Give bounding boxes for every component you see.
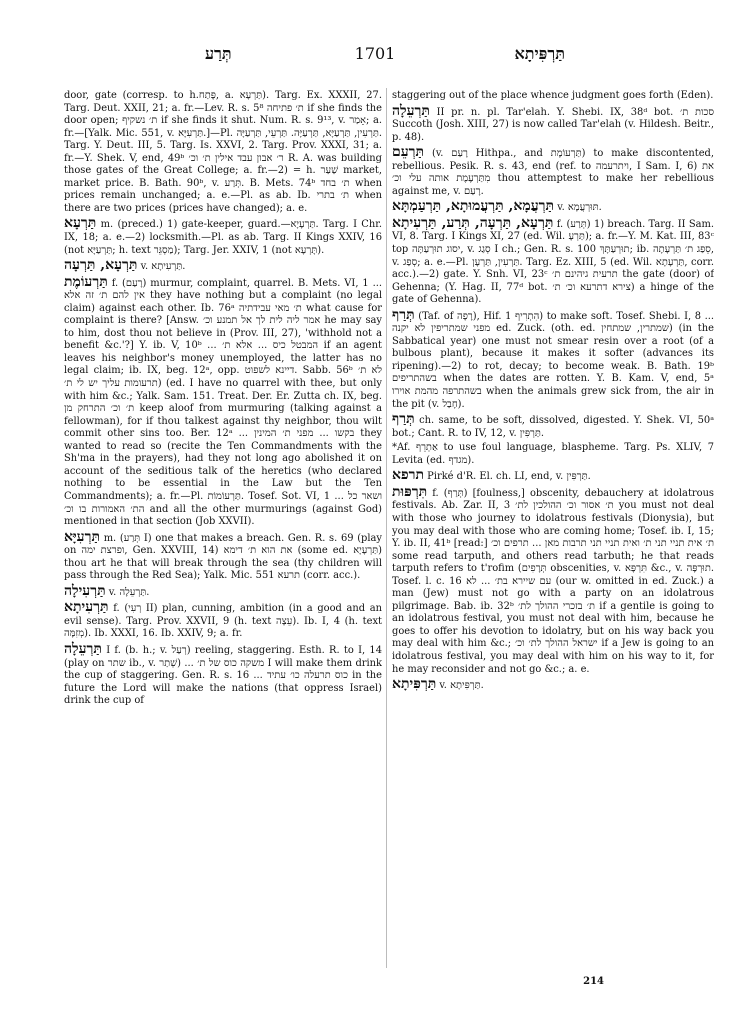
entry-body: m. (תְּרַע I) one that makes a breach. Gen. R. s. 69 (play on ופרצת ימה, Gen. XXVIII, 14) את הוא ת׳ דימא (some ed. תַּרְעָיָא) thou art he that will break through the sea (thy children will pass through the Red Sea); Yalk. Mic. 551 תרעא (corr. acc.).: [64, 532, 382, 582]
dictionary-entry: [392, 200, 714, 215]
dictionary-entry: [392, 678, 714, 693]
entry-headword: תרפא: [392, 467, 425, 484]
dictionary-entry: [392, 90, 714, 103]
entry-body: ch. same, to be soft, dissolved, digested. Y. Shek. VI, 50ᵃ bot.; Cant. R. to IV, 12, v. תַּרְפִּין.: [392, 415, 714, 439]
entry-body: f. (רְעִי II) plan, cunning, ambition (in a good and an evil sense). Targ. Prov. XXVII, 9 (h. text עֵצָה). Ib. I, 4 (h. text מְזִמָּה). Ib. XXXI, 16. Ib. XXIV, 9; a. fr.: [64, 603, 382, 640]
entry-body: *Af. אַתְרֵף to use foul language, blaspheme. Targ. Ps. XLIV, 7 Levita (ed. מגדף).: [392, 442, 714, 466]
entry-headword: תַּרְעִיתָא: [64, 599, 109, 616]
dictionary-entry: [64, 259, 382, 274]
entry-headword: תַּרְעֵלָה: [64, 640, 102, 657]
entry-headword: תְּרַף: [392, 411, 415, 428]
entry-headword: תִּרְפּוּת: [392, 483, 428, 500]
entry-headword: תַּרְעָא, תַּרְעָה: [64, 257, 138, 274]
dictionary-entry: [392, 469, 714, 484]
entry-body: f. (תְּרַף) [foulness,] obscenity, debauchery at idolatrous festivals. Ab. Zar. II, 3 ת׳ אסור וכ׳ ההולכין לת׳ you must not deal with those who journey to idolatrous festivals (Dionysia), but you may deal with those who are coming home; Tosef. ib. I, 15; Y. ib. II, 41ᵇ [read:] ת׳ אית תניי תני ת׳ ואית תניי תני תרבות מאן ... תרפים וכ׳ some read tarputh, and others read tarbuth; he that reads tarputh refers to t'rofim (תְּרָפִים obscenities, v. תִּרְפָּא &c., v. תוּרְפָּה. Tosef. l. c. 16 עם שיירא בת׳ ... לא (our w. omitted in ed. Zuck.) a man (Jew) must not go with a party on an idolatrous pilgrimage. Bab. ib. 32ᵇ ת׳ בזכרי ההולך לת׳ if a gentile is going to an idolatrous festival, you must not deal with him, because he goes to offer his devotion to idolatry, but on his way back you may deal with him &c.; ישראל ההולך לת׳ וכ׳ if a Jew is going to an idolatrous festival, you may deal with him on his way to it, for he may reconsider and not go &c.; a. e.: [392, 487, 714, 675]
entry-headword: תַּרְעֲמָא, תַּרְעֲמוּתָא, תַּרְעַמְתָּא: [392, 198, 555, 215]
dictionary-entry: [392, 442, 714, 467]
dictionary-entry: [392, 102, 714, 145]
entry-body: I f. (b. h.; v. רְעַל) reeling, staggering. Esth. R. to I, 14 (play on שתר ib., v. שְׁתַר) ... משקה כוס של ת׳ I will make them drink the cup of staggering. Gen. R. s. 16 ... כוס תרעלה כו׳ עתיד in the future the Lord will make the nations (that oppress Israel) drink the cup of: [64, 644, 382, 707]
entry-headword: תְּרַף: [392, 306, 415, 323]
right-column: [392, 90, 714, 970]
entry-body: door, gate (corresp. to h.פֶּתַח, a. תַּרְעָא). Targ. Ex. XXXII, 27. Targ. Deut. XXII, 21; a. fr.—Lev. R. s. 5⁸ ת׳ פתיחה if she finds the door open; ת׳ נשקיף if she finds it shut. Num. R. s. 9¹³, v. אָמַר; a. fr.—[Yalk. Mic. 551, v. תַּרְעִיָּא.]—Pl. תַּרְעִין, תַּרְעַיָּא, תַּרְעַיָּה. תַּרְעֵי, תַּרְעַיָּה. Targ. Y. Deut. III, 5. Targ. Is. XXVI, 2. Targ. Prov. XXXI, 31; a. fr.—Y. Shek. V, end, 49ᵇ ר׳ אבון עבד אילין ת׳ וכ׳ R. A. was building those gates of the Great College; a. fr.—2) = h. שַׁעַר market, market price. B. Bath. 90ᵇ, v. תְּרַע. B. Mets. 74ᵇ ת׳ בחד when prices remain unchanged; a. e.—Pl. as ab. Ib. ת׳ בתרי when there are two prices (prices have changed); a. e.: [64, 90, 382, 214]
dictionary-entry: [64, 217, 382, 257]
dictionary-entry: [392, 214, 714, 307]
entry-headword: תַּרְעִילָה: [64, 582, 106, 599]
entry-body: v. תַּרְעֵלָה.: [108, 586, 150, 598]
dictionary-entry: [64, 601, 382, 641]
dictionary-entry: [392, 306, 714, 411]
dictionary-entry: [64, 640, 382, 708]
entry-headword: תַּרְעוֹמֶת: [64, 273, 108, 290]
running-header: [0, 44, 750, 64]
entry-body: v. תַּרְפִּיתָא.: [439, 680, 484, 692]
dictionary-entry: [392, 483, 714, 676]
entry-body: f. (תְּרַע) 1) breach. Targ. II Sam. VI, 8. Targ. I Kings XI, 27 (ed. Wil. תַּרְעָ); a. fr.—Y. M. Kat. III, 83ᶜ top יסוג תוּרְעַתָּה, v. סְגַג I ch.; Gen. R. s. 100 תוּרְעַתָּךְ; ib. סֵפַג ת׳ תַּרְעָתָה, v. סְפַג; a. e.—Pl. תַּרְעִין, תַּרְעָן. Targ. Ez. XIII, 5 (ed. Wil. תַּרְעָתָא, corr. acc.).—2) gate. Y. Snh. VI, 23ᶜ תרעית גיהינם ת׳ the gate (door) of Gehenna; (Y. Hag. II, 77ᵈ bot. צירא דתרעא וכ׳ ת׳) a hinge of the gate of Gehenna).: [392, 218, 714, 306]
entry-body: v. תּוּרְעֲמָא.: [557, 202, 602, 214]
header-left-word: תְּרַע: [205, 44, 232, 63]
entry-body: (Taf. of רָפָה), Hif. הִתְרִיף 1) to make soft. Tosef. Shebi. I, 8 ... מפני שמתריפין לא יקנה ed. Zuck. (oth. ed. שמתרין, שמתחין) (in the Sabbatical year) one must not smear resin over a root (of a bulbous plant), because it makes it softer (advances its ripening).—2) to rot, decay; to become weak. B. Bath. 19ᵇ בשהתריפים when the dates are rotten. Y. B. Kam. V, end, 5ᵃ בשהתרפה מהמת אוירו when the animals grew sick from, the air in the pit (v. חָבַל).: [392, 310, 714, 410]
entry-headword: תַּרְעִיָּא: [64, 528, 100, 545]
dictionary-entry: [64, 90, 382, 215]
dictionary-entry: [64, 528, 382, 583]
entry-headword: תַּרְעָא, תַּרְעָה, תְּרַע, תַּרְעִיתָא: [392, 214, 554, 231]
entry-headword: תַּרְעָא: [64, 215, 97, 232]
entry-body: staggering out of the place whence judgment goes forth (Eden).: [392, 90, 714, 101]
page-number: 1701: [354, 44, 396, 63]
dictionary-entry: [392, 413, 714, 440]
folio-number: 214: [583, 976, 604, 987]
column-divider: [386, 88, 387, 968]
entry-headword: תַּרְעֵם: [392, 144, 425, 161]
header-right-word: תַּרְפִּיתָא: [514, 44, 565, 63]
entry-body: m. (preced.) 1) gate-keeper, guard.—תַּרְעָיָא. Targ. I Chr. IX, 18; a. e.—2) locksmith.—Pl. as ab. Targ. II Kings XXIV, 16 (not תַּרְעַיָּא; h. text מַסְגֵּר); Targ. Jer. XXIV, 1 (not תָּרְעָא).: [64, 219, 382, 256]
dictionary-entry: [392, 146, 714, 198]
entry-body: (v. רָעַם Hithpa., and תַּרְעוֹמֶת) to make discontented, rebellious. Pesik. R. s. 43, end (ref. to ויתרעמה, I Sam. I, 6) את מִתַּרְעֶמֶת אותה עלי וכ׳ thou attemptest to make her rebellious against me, v. רָעַם.: [392, 148, 714, 197]
entry-body: f. (רָעַם) murmur, complaint, quarrel. B. Mets. VI, 1 ... אין להם ת׳ זה אלא they have nothing but a complaint (no legal claim) against each other. Ib. 76ᵃ ת׳ מאי עבידתיה what cause for complaint is there? [Answ. אמר ליה לית לך אל תמנע וכ׳ he may say to him, dost thou not believe in (Prov. III, 27), 'withhold not a benefit &c.'?] Y. ib. V, 10ᵇ ... המבטל כיס ... אלא ת׳ if an agent leaves his neighbor's money unemployed, the latter has no legal claim; ib. IX, beg. 12ᵃ, opp. דיינא לשפוט. Sabb. 56ᵇ לא ת׳ (תרעומות עליך יש לי ת׳ (ed. I have no quarrel with thee, but only with him &c.; Yalk. Sam. 151. Treat. Der. Er. Zutta ch. IX, beg. ת׳ וכ׳ התרחק מן keep aloof from murmuring (talking against a fellowman), for if thou talkest against thy neighbor, thou wilt commit other sins too. Ber. 12ᵃ ... בקשו ... מפני ת׳ המינין they wanted to read so (recite the Ten Commandments with the Sh'ma in the prayers), had they not long ago abolished it on account of the seditious talk of the heretics (who declared nothing to be essential in the Law but the Ten Commandments); a. fr.—Pl. תַּרְעוֹמוֹת. Tosef. Sot. VI, 1 ... ושאר כל הת׳ האמורות בו וכ׳ and all the other murmurings (against God) mentioned in that section (Job XXVII).: [64, 277, 382, 528]
entry-body: v. תַּרְעִיתָא.: [140, 261, 186, 273]
dictionary-entry: [64, 273, 382, 529]
entry-headword: תַּרְפִּיתָא: [392, 676, 437, 693]
entry-body: II pr. n. pl. Tar'elah. Y. Shebi. IX, 38ᵈ bot. סכות ת׳ Succoth (Josh. XIII, 27) is now called Tar'elah (v. Hildesh. Beitr., p. 48).: [392, 106, 714, 143]
entry-headword: תַּרְעֵלָה: [392, 102, 430, 119]
left-column: [64, 90, 382, 970]
dictionary-entry: [64, 582, 382, 600]
entry-body: Pirké d'R. El. ch. LI, end, v. תַּרְפִּין.: [427, 471, 591, 483]
